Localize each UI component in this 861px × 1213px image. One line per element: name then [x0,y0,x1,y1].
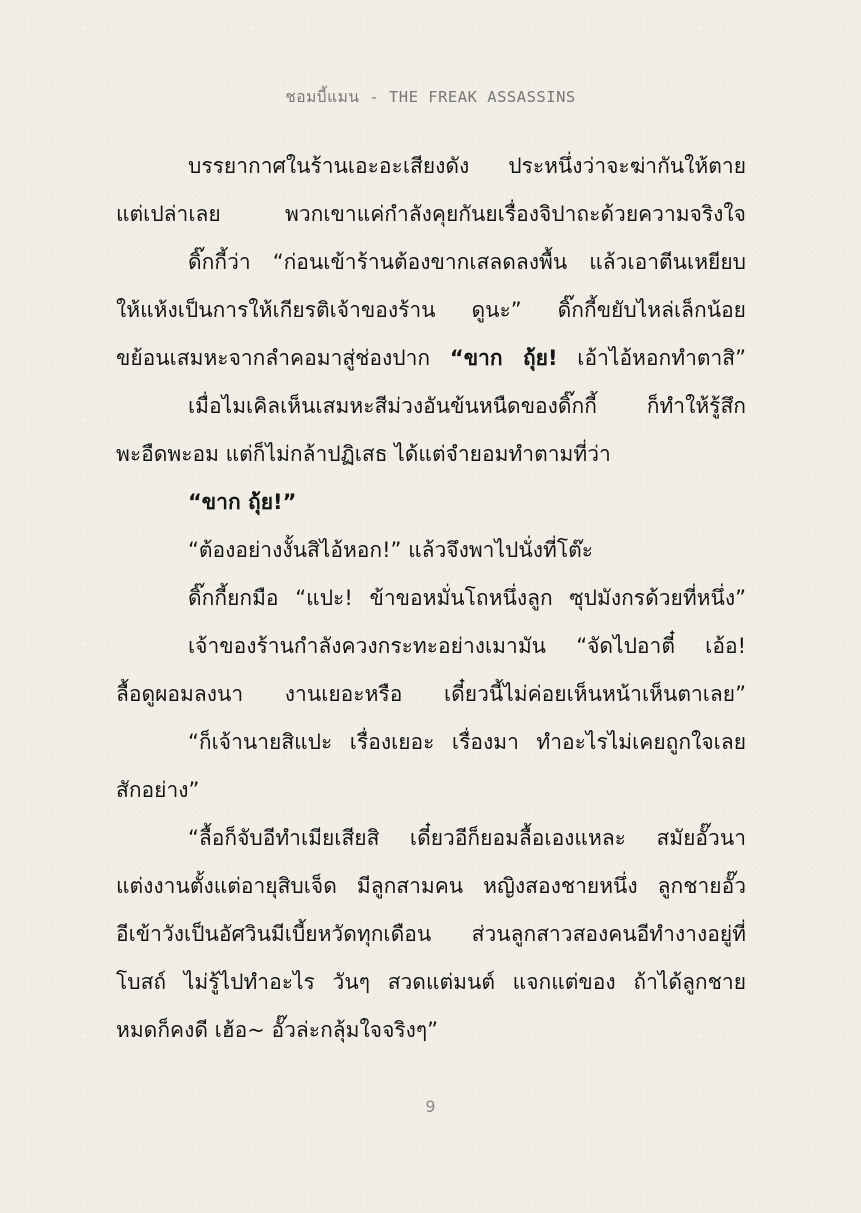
text-line: เจ้าของร้านกำลังควงกระทะอย่างเมามัน “จัดไปอาตี๋ เอ้อ! [188,634,746,658]
text-line: แต่เปล่าเลย พวกเขาแค่กำลังคุยกันยเรื่องจิปาถะด้วยความจริงใจ [116,202,746,226]
text-line: บรรยากาศในร้านเอะอะเสียงดัง ประหนึ่งว่าจะฆ่ากันให้ตาย [188,154,746,178]
text-line: หมดก็คงดี เฮ้อ~ อั๊วล่ะกลุ้มใจจริงๆ” [116,1018,439,1042]
bold-dialogue: “ขาก ถุ้ย! [449,346,558,370]
running-head: ชอมบี้แมน - THE FREAK ASSASSINS [285,88,576,106]
text-line: สักอย่าง” [116,778,200,802]
page-number: 9 [425,1097,436,1116]
text-line: ให้แห้งเป็นการให้เกียรติเจ้าของร้าน ดูนะ” ดิ๊กกี้ขยับไหล่เล็กน้อย [116,298,746,322]
text-line: “ก็เจ้านายสิแปะ เรื่องเยอะ เรื่องมา ทำอะไรไม่เคยถูกใจเลย [188,730,746,754]
text-line: “ต้องอย่างงั้นสิไอ้หอก!” แล้วจึงพาไปนั่งที่โต๊ะ [188,538,594,562]
text-line: พะอืดพะอม แต่ก็ไม่กล้าปฏิเสธ ได้แต่จำยอมทำตามที่ว่า [116,442,611,466]
text-line: ดิ๊กกี้ว่า “ก่อนเข้าร้านต้องขากเสลดลงพื้น แล้วเอาตีนเหยียบ [188,250,746,274]
text-line: “ลื้อก็จับอีทำเมียเสียสิ เดี๋ยวอีก็ยอมลื้อเองแหละ สมัยอั๊วนา [188,826,746,850]
text-line-bold: “ขาก ถุ้ย!” [188,490,297,514]
text-line: อีเข้าวังเป็นอัศวินมีเบี้ยหวัดทุกเดือน ส่วนลูกสาวสองคนอีทำงางอยู่ที่ [116,922,746,946]
text-line: แต่งงานตั้งแต่อายุสิบเจ็ด มีลูกสามคน หญิงสองชายหนึ่ง ลูกชายอั๊ว [116,874,746,898]
text-line: ดิ๊กกี้ยกมือ “แปะ! ข้าขอหมั่นโถหนึ่งลูก ซุปมังกรด้วยที่หนึ่ง” [188,586,746,610]
text-line: ลื้อดูผอมลงนา งานเยอะหรือ เดี๋ยวนี้ไม่ค่อยเห็นหน้าเห็นตาเลย” [116,682,746,706]
text-line: ขย้อนเสมหะจากลำคอมาสู่ช่องปาก “ขาก ถุ้ย! เอ้าไอ้หอกทำตาสิ” [116,346,746,370]
text-line: โบสถ์ ไม่รู้ไปทำอะไร วันๆ สวดแต่มนต์ แจกแต่ของ ถ้าได้ลูกชาย [116,970,746,994]
text-line: เมื่อไมเคิลเห็นเสมหะสีม่วงอันข้นหนืดของดิ๊กกี้ ก็ทำให้รู้สึก [188,394,746,418]
